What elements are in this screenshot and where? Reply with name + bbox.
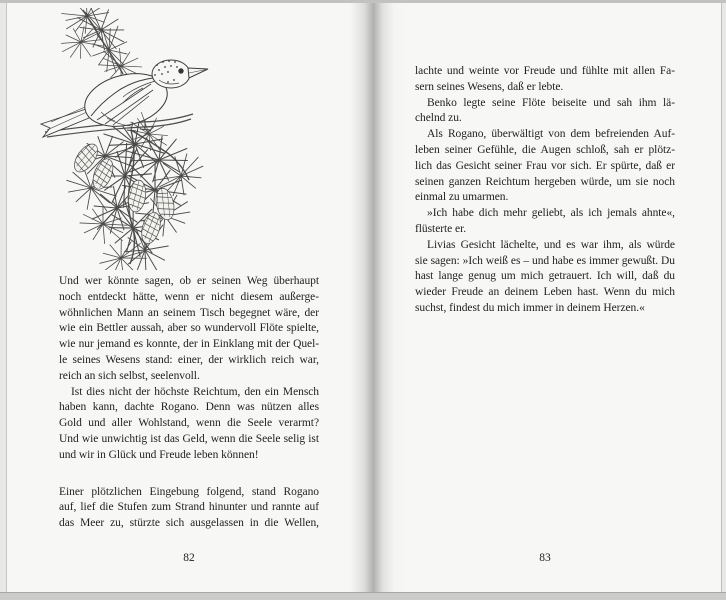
text-line: haben kann, dachte Rogano. Denn was nützen alles — [59, 401, 319, 414]
text-line: wieder Freude an deinem Leben hast. Wenn du mich — [415, 286, 675, 299]
text-line: noch entdeckt hätte, wenn er nicht diesem außerge- — [59, 290, 319, 303]
text-line: Benko legte seine Flöte beiseite und sah ihm lä- — [427, 96, 675, 109]
text-line: Als Rogano, überwältigt von dem befreienden Auf- — [427, 128, 675, 141]
text-line: einmal zu umarmen. — [415, 191, 509, 204]
text-line: sie sagen: »Ich weiß es – und habe es immer gewußt. Du — [415, 254, 675, 267]
text-line: Ist dies nicht der höchste Reichtum, den ein Mensch — [71, 385, 319, 398]
text-line: auf, lief die Stufen zum Strand hinunter und rannte auf — [59, 501, 319, 514]
book-bottom-edge — [0, 592, 726, 600]
right-page-text — [415, 64, 675, 317]
text-line: chelnd zu. — [415, 112, 462, 125]
text-line: suchst, findest du mich immer in deinem Herzen.« — [415, 301, 645, 314]
text-line: reich an sich selbst, seelenvoll. — [59, 369, 200, 382]
text-line: wöhnlichen Mann an seinem Tisch begegnet wäre, der — [59, 306, 319, 319]
text-line: Und wer könnte sagen, ob er seinen Weg überhaupt — [59, 275, 319, 287]
page-number-right: 83 — [539, 552, 551, 564]
text-line: le seines Wesens stand: einer, der wirklich reich war, — [59, 353, 319, 366]
text-line: das Meer zu, stürzte sich ausgelassen in die Wellen, — [59, 517, 319, 530]
text-line: Livias Gesicht lächelte, und es war ihm, als würde — [427, 238, 675, 251]
text-line: leben seiner Gefühle, die Augen schloß, sah er plötz- — [415, 143, 675, 156]
text-line: Gold und aller Wohlstand, wenn die Seele verarmt? — [59, 417, 319, 430]
bird-pine-branch-illustration — [31, 8, 226, 270]
text-line: wie nur jemand es konnte, der in Einklang mit der Quel- — [59, 338, 319, 351]
text-line: lich das Gesicht seiner Frau vor sich. Er spürte, daß er — [415, 159, 675, 172]
paragraph-gap — [59, 464, 319, 485]
text-line: lachte und weinte vor Freude und fühlte mit allen Fa- — [415, 65, 675, 77]
left-page-text — [59, 274, 319, 532]
text-line: und wir in Glück und Freude leben können! — [59, 448, 259, 461]
text-line: wie ein Bettler aussah, aber so wundervoll Flöte spielte, — [59, 322, 319, 335]
text-line: »Ich habe dich mehr geliebt, als ich jemals ahnte«, — [427, 207, 675, 220]
text-line: seinen ganzen Reichtum hergeben würde, um sie noch — [415, 175, 675, 188]
text-line: Einer plötzlichen Eingebung folgend, stand Rogano — [59, 485, 319, 498]
left-page — [6, 3, 390, 592]
text-line: sern seines Wesens, daß er lebte. — [415, 80, 564, 93]
text-line: hast lange genug um mich getrauert. Ich will, daß du — [415, 270, 675, 283]
page-number-left: 82 — [183, 552, 195, 564]
text-line: flüsterte er. — [415, 222, 467, 235]
text-line: Und wie unwichtig ist das Geld, wenn die Seele selig ist — [59, 432, 319, 445]
right-page — [390, 3, 722, 592]
